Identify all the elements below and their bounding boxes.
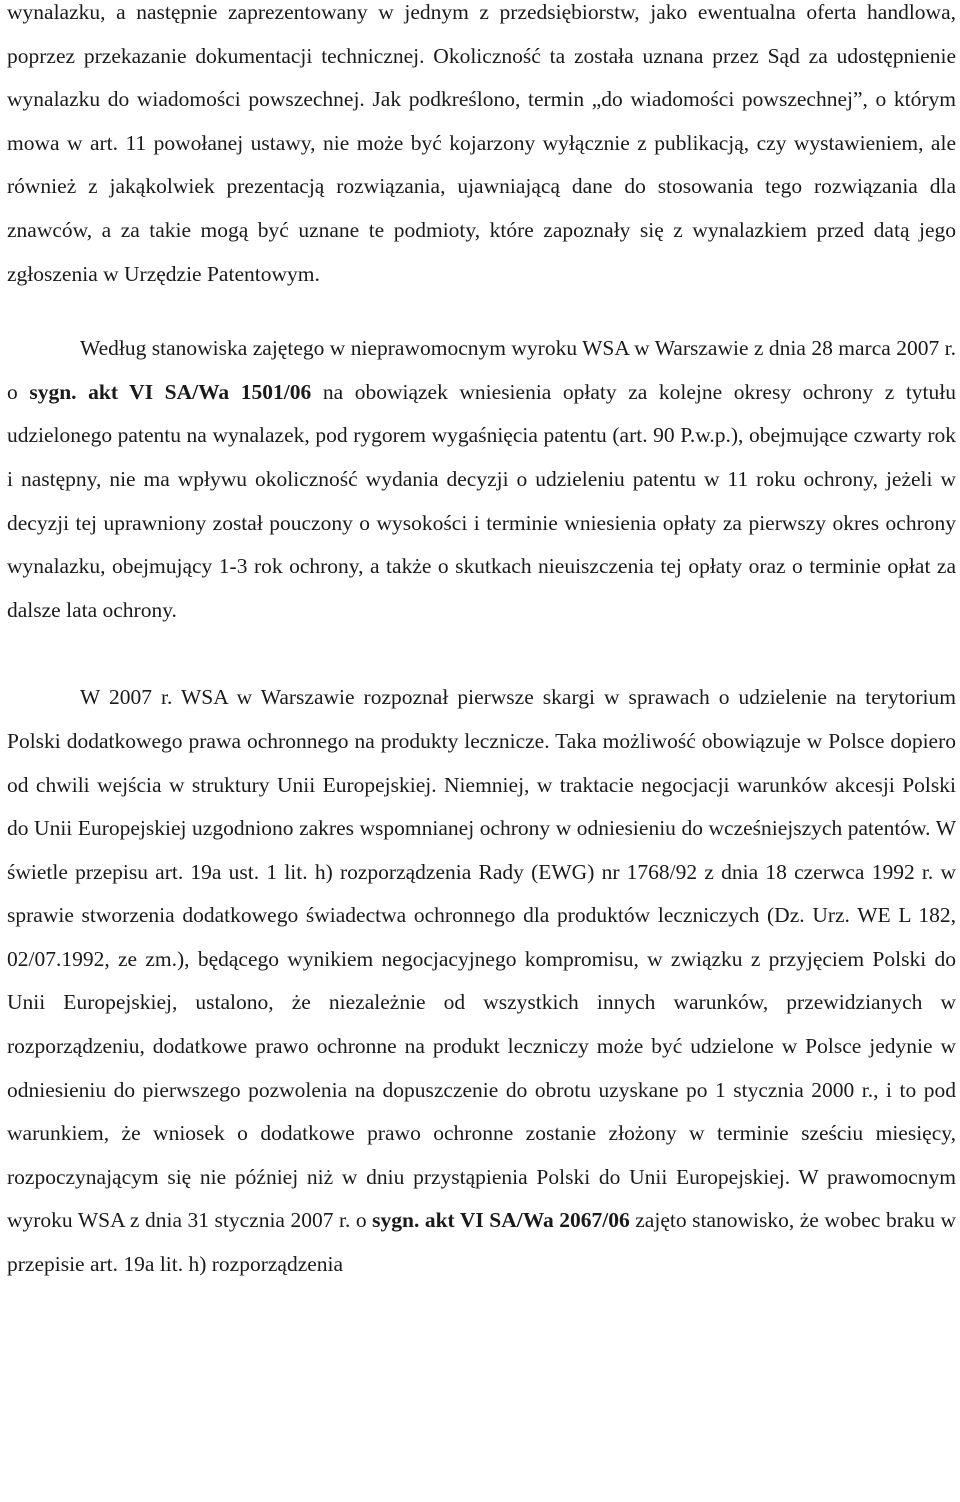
text-segment: W 2007 r. WSA w Warszawie rozpoznał pierwsze skargi w sprawach o udzielenie na terytorium Polski dodatkowego prawa ochronnego na produkty lecznicze. Taka możliwość obowiązuje w Polsce dopiero od chwili wejścia w struktury Unii Europejskiej. Niemniej, w traktacie negocjacji warunków akcesji Polski do Unii Europejskiej uzgodniono zakres wspomnianej ochrony w odniesieniu do wcześniejszych patentów. W świetle przepisu art. 19a ust. 1 lit. h) rozporządzenia Rady (EWG) nr 1768/92 z dnia 18 czerwca 1992 r. w sprawie stworzenia dodatkowego świadectwa ochronnego dla produktów leczniczych (Dz. Urz. WE L 182, 02/07.1992, ze zm.), będącego wynikiem negocjacyjnego kompromisu, w związku z przyjęciem Polski do Unii Europejskiej, ustalono, że niezależnie od wszystkich innych warunków, przewidzianych w rozporządzeniu, dodatkowe prawo ochronne na produkt leczniczy może być udzielone w Polsce jedynie w odniesieniu do pierwszego pozwolenia na dopuszczenie do obrotu uzyskane po 1 stycznia 2000 r., i to pod warunkiem, że wniosek o dodatkowe prawo ochronne zostanie złożony w terminie sześciu miesięcy, rozpoczynającym się nie później niż w dniu przystąpienia Polski do Unii Europejskiej. W prawomocnym wyroku WSA z dnia 31 stycznia 2007 r. o [7,685,956,1233]
text-segment: wynalazku, a następnie zaprezentowany w jednym z przedsiębiorstw, jako ewentualna oferta handlowa, poprzez przekazanie dokumentacji technicznej. Okoliczność ta została uznana przez Sąd za udostępnienie wynalazku do wiadomości powszechnej. Jak podkreślono, termin „do wiadomości powszechnej”, o którym mowa w art. 11 powołanej ustawy, nie może być kojarzony wyłącznie z publikacją, czy wystawieniem, ale również z jakąkolwiek prezentacją rozwiązania, ujawniającą dane do stosowania tego rozwiązania dla znawców, a za takie mogą być uznane te podmioty, które zapoznały się z wynalazkiem przed datą jego zgłoszenia w Urzędzie Patentowym. [7,0,956,286]
paragraph-patent-disclosure [7,0,956,296]
text-segment: na obowiązek wniesienia opłaty za kolejne okresy ochrony z tytułu udzielonego patentu na wynalazek, pod rygorem wygaśnięcia patentu (art. 90 P.w.p.), obejmujące czwarty rok i następny, nie ma wpływu okoliczność wydania decyzji o udzieleniu patentu w 11 roku ochrony, jeżeli w decyzji tej uprawniony został pouczony o wysokości i terminie wniesienia opłaty za pierwszy okres ochrony wynalazku, obejmujący 1-3 rok ochrony, a także o skutkach nieuiszczenia tej opłaty oraz o terminie opłat za dalsze lata ochrony. [7,379,956,622]
text-segment: zajęto stanowisko, że wobec braku w przepisie art. 19a lit. h) rozporządzenia [7,1208,956,1277]
case-reference-bold: sygn. akt VI SA/Wa 2067/06 [372,1208,630,1233]
case-reference-bold: sygn. akt VI SA/Wa 1501/06 [29,379,312,404]
paragraph-supplementary-protection [7,676,956,1286]
text-segment: Według stanowiska zajętego w nieprawomocnym wyroku WSA w Warszawie z dnia 28 marca 2007 r. o [7,336,956,404]
paragraph-wsa-ruling-fees [7,327,956,632]
